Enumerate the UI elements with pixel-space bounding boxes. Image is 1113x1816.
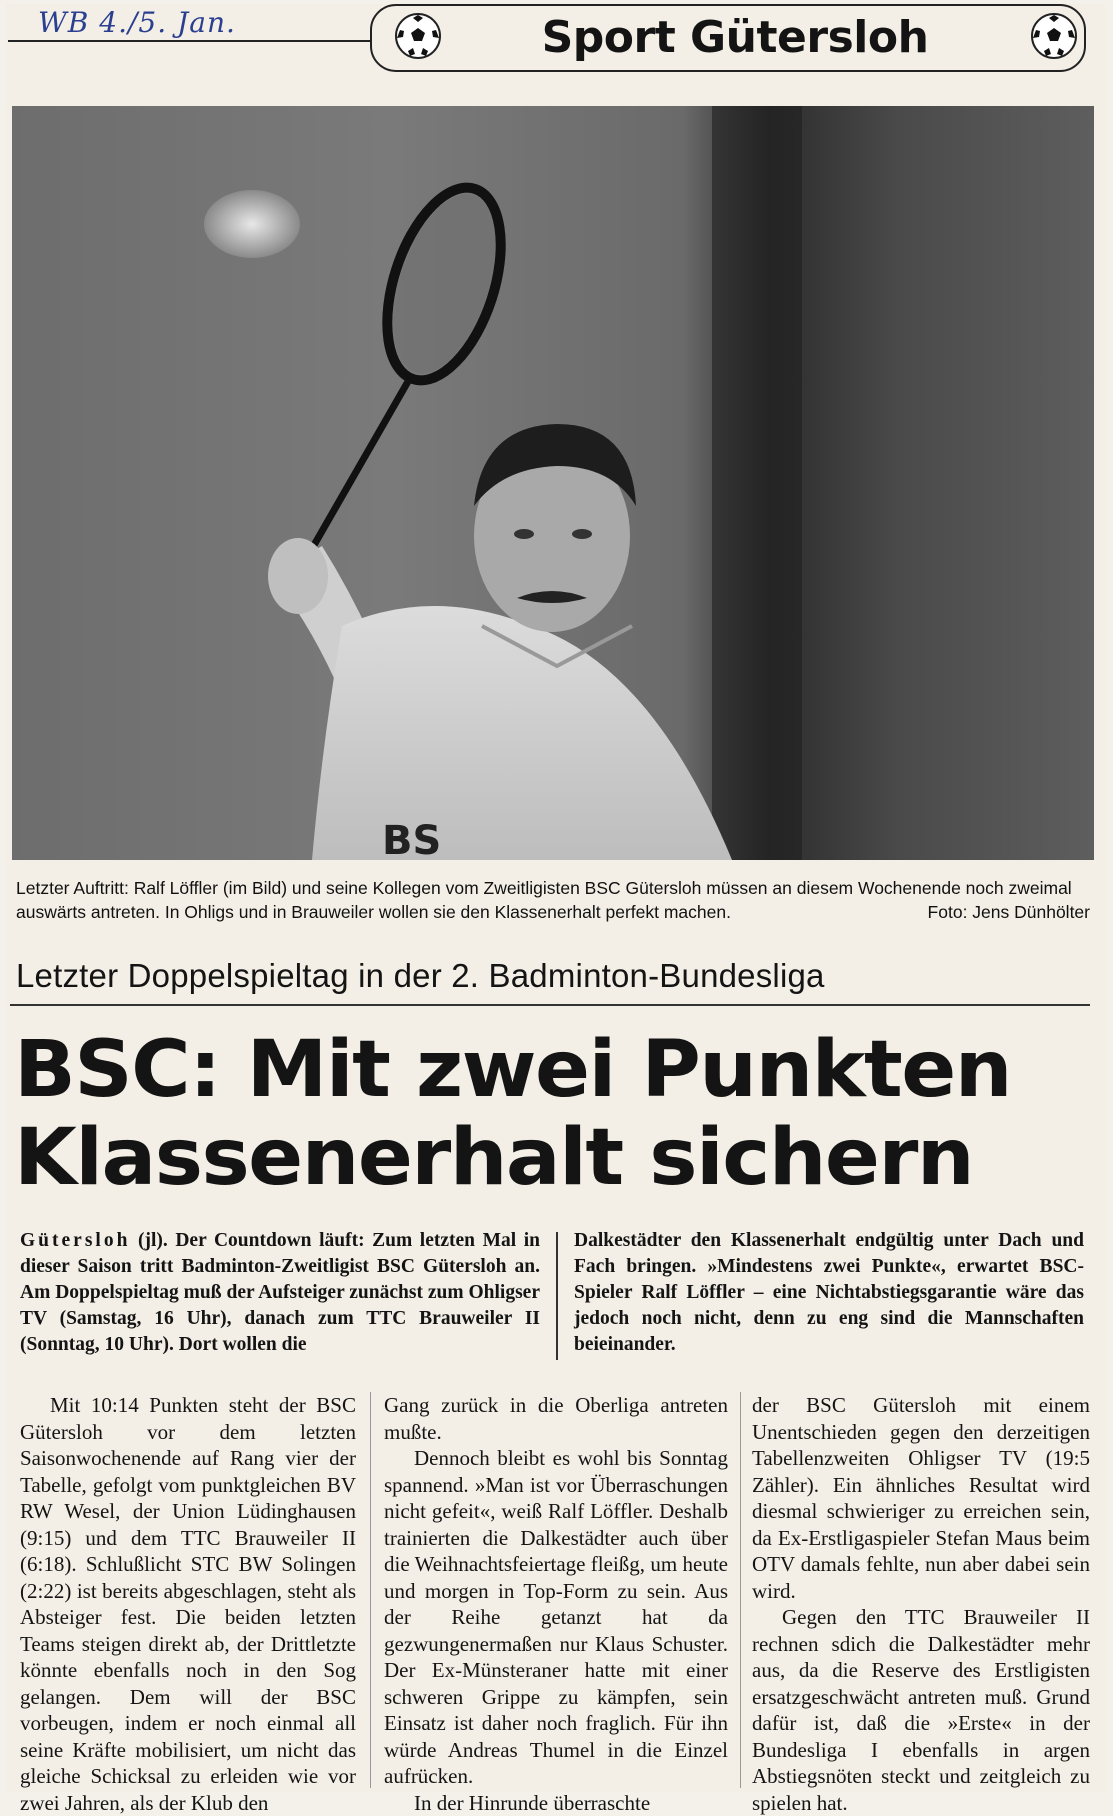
paragraph: der BSC Gütersloh mit einem Unentschieden gegen den derzeitigen Tabellenzweiten Ohligser TV (19:5 Zähler). Ein ähnliches Resultat wird diesmal schwieriger zu erreichen sein, da Ex-Erstligaspieler Stefan Maus beim OTV damals fehlte, nun aber dabei sein wird.	[752, 1392, 1090, 1604]
body-column-2	[384, 1392, 728, 1816]
soccer-ball-icon	[392, 10, 444, 62]
soccer-ball-icon	[1028, 10, 1080, 62]
paragraph: Gegen den TTC Brauweiler II rechnen sdich die Dalkestädter mehr aus, da die Reserve des Erstligisten ersatzgeschwächt antreten muß. Grund dafür ist, daß die »Erste« in der Bundesliga I ebenfalls in argen Abstiegsnöten steckt und zeitgleich zu spielen hat.	[752, 1604, 1090, 1816]
paragraph: Dennoch bleibt es wohl bis Sonntag spannend. »Man ist vor Überraschungen nicht gefeit«, weiß Ralf Löffler. Deshalb trainierten die Dalkestädter auch über die Weihnachtsfeiertage fleißg, um heute und morgen in Top-Form zu sein. Aus der Reihe getanzt hat da gezwungenermaßen nur Klaus Schuster. Der Ex-Münsteraner hatte mit einer schweren Grippe zu kämpfen, sein Einsatz ist daher noch fraglich. Für ihn würde Andreas Thumel in die Einzel aufrücken.	[384, 1445, 728, 1790]
headline-line-2: Klassenerhalt sichern	[14, 1114, 1113, 1202]
dateline: Gütersloh	[20, 1230, 130, 1251]
paragraph: Gang zurück in die Oberliga antreten mußte.	[384, 1392, 728, 1445]
section-title: Sport Gütersloh	[470, 6, 1000, 70]
headline-line-1: BSC: Mit zwei Punkten	[14, 1026, 1113, 1114]
photo-credit: Foto: Jens Dünhölter	[928, 900, 1090, 924]
handwritten-note: WB 4./5. Jan.	[38, 6, 236, 39]
column-rule	[740, 1392, 741, 1788]
header-rule	[8, 40, 374, 42]
kicker: Letzter Doppelspieltag in der 2. Badminton-Bundesliga	[16, 956, 825, 996]
lead-left-text: (jl). Der Countdown läuft: Zum letzten Mal in dieser Saison tritt Badminton-Zweitligist BSC Gütersloh an. Am Doppelspieltag muß der Aufsteiger zunächst zum Ohligser TV (Samstag, 16 Uhr), danach zum TTC Brauweiler II (Sonntag, 10 Uhr). Dort wollen die	[20, 1230, 540, 1355]
lead-divider	[556, 1232, 558, 1360]
column-rule	[370, 1392, 371, 1788]
caption-text: Letzter Auftritt: Ralf Löffler (im Bild) und seine Kollegen vom Zweitligisten BSC Gütersloh müssen an diesem Wochenende noch zweimal auswärts antreten. In Ohligs und in Brauweiler wollen sie den Klassenerhalt perfekt machen.	[16, 878, 1072, 922]
kicker-rule	[10, 1004, 1090, 1006]
body-column-1	[20, 1392, 356, 1816]
lead-left	[20, 1228, 540, 1358]
svg-text:BS: BS	[382, 818, 441, 860]
badminton-player-photo	[12, 106, 1094, 860]
paragraph: In der Hinrunde überraschte	[384, 1790, 728, 1816]
body-column-3	[752, 1392, 1090, 1816]
paragraph: Mit 10:14 Punkten steht der BSC Gütersloh vor dem letzten Saisonwochenende auf Rang vier der Tabelle, gefolgt vom punktgleichen BV RW Wesel, der Union Lüdinghausen (9:15) und dem TTC Brauweiler II (6:18). Schlußlicht STC BW Solingen (2:22) ist bereits abgeschlagen, steht als Absteiger fest. Die beiden letzten Teams steigen direkt ab, der Drittletzte könnte ebenfalls noch in den Sog gelangen. Dem will der BSC vorbeugen, indem er noch einmal all seine Kräfte mobilisiert, um nicht das gleiche Schicksal zu erleiden wie vor zwei Jahren, als der Klub den	[20, 1392, 356, 1816]
headline	[14, 1026, 1113, 1202]
lead-right: Dalkestädter den Klassenerhalt endgültig unter Dach und Fach bringen. »Mindestens zwei Punkte«, erwartet BSC-Spieler Ralf Löffler – eine Nichtabstiegsgarantie wäre das jedoch noch nicht, denn zu eng sind die Mannschaften beieinander.	[574, 1228, 1084, 1358]
photo-caption	[16, 876, 1094, 924]
